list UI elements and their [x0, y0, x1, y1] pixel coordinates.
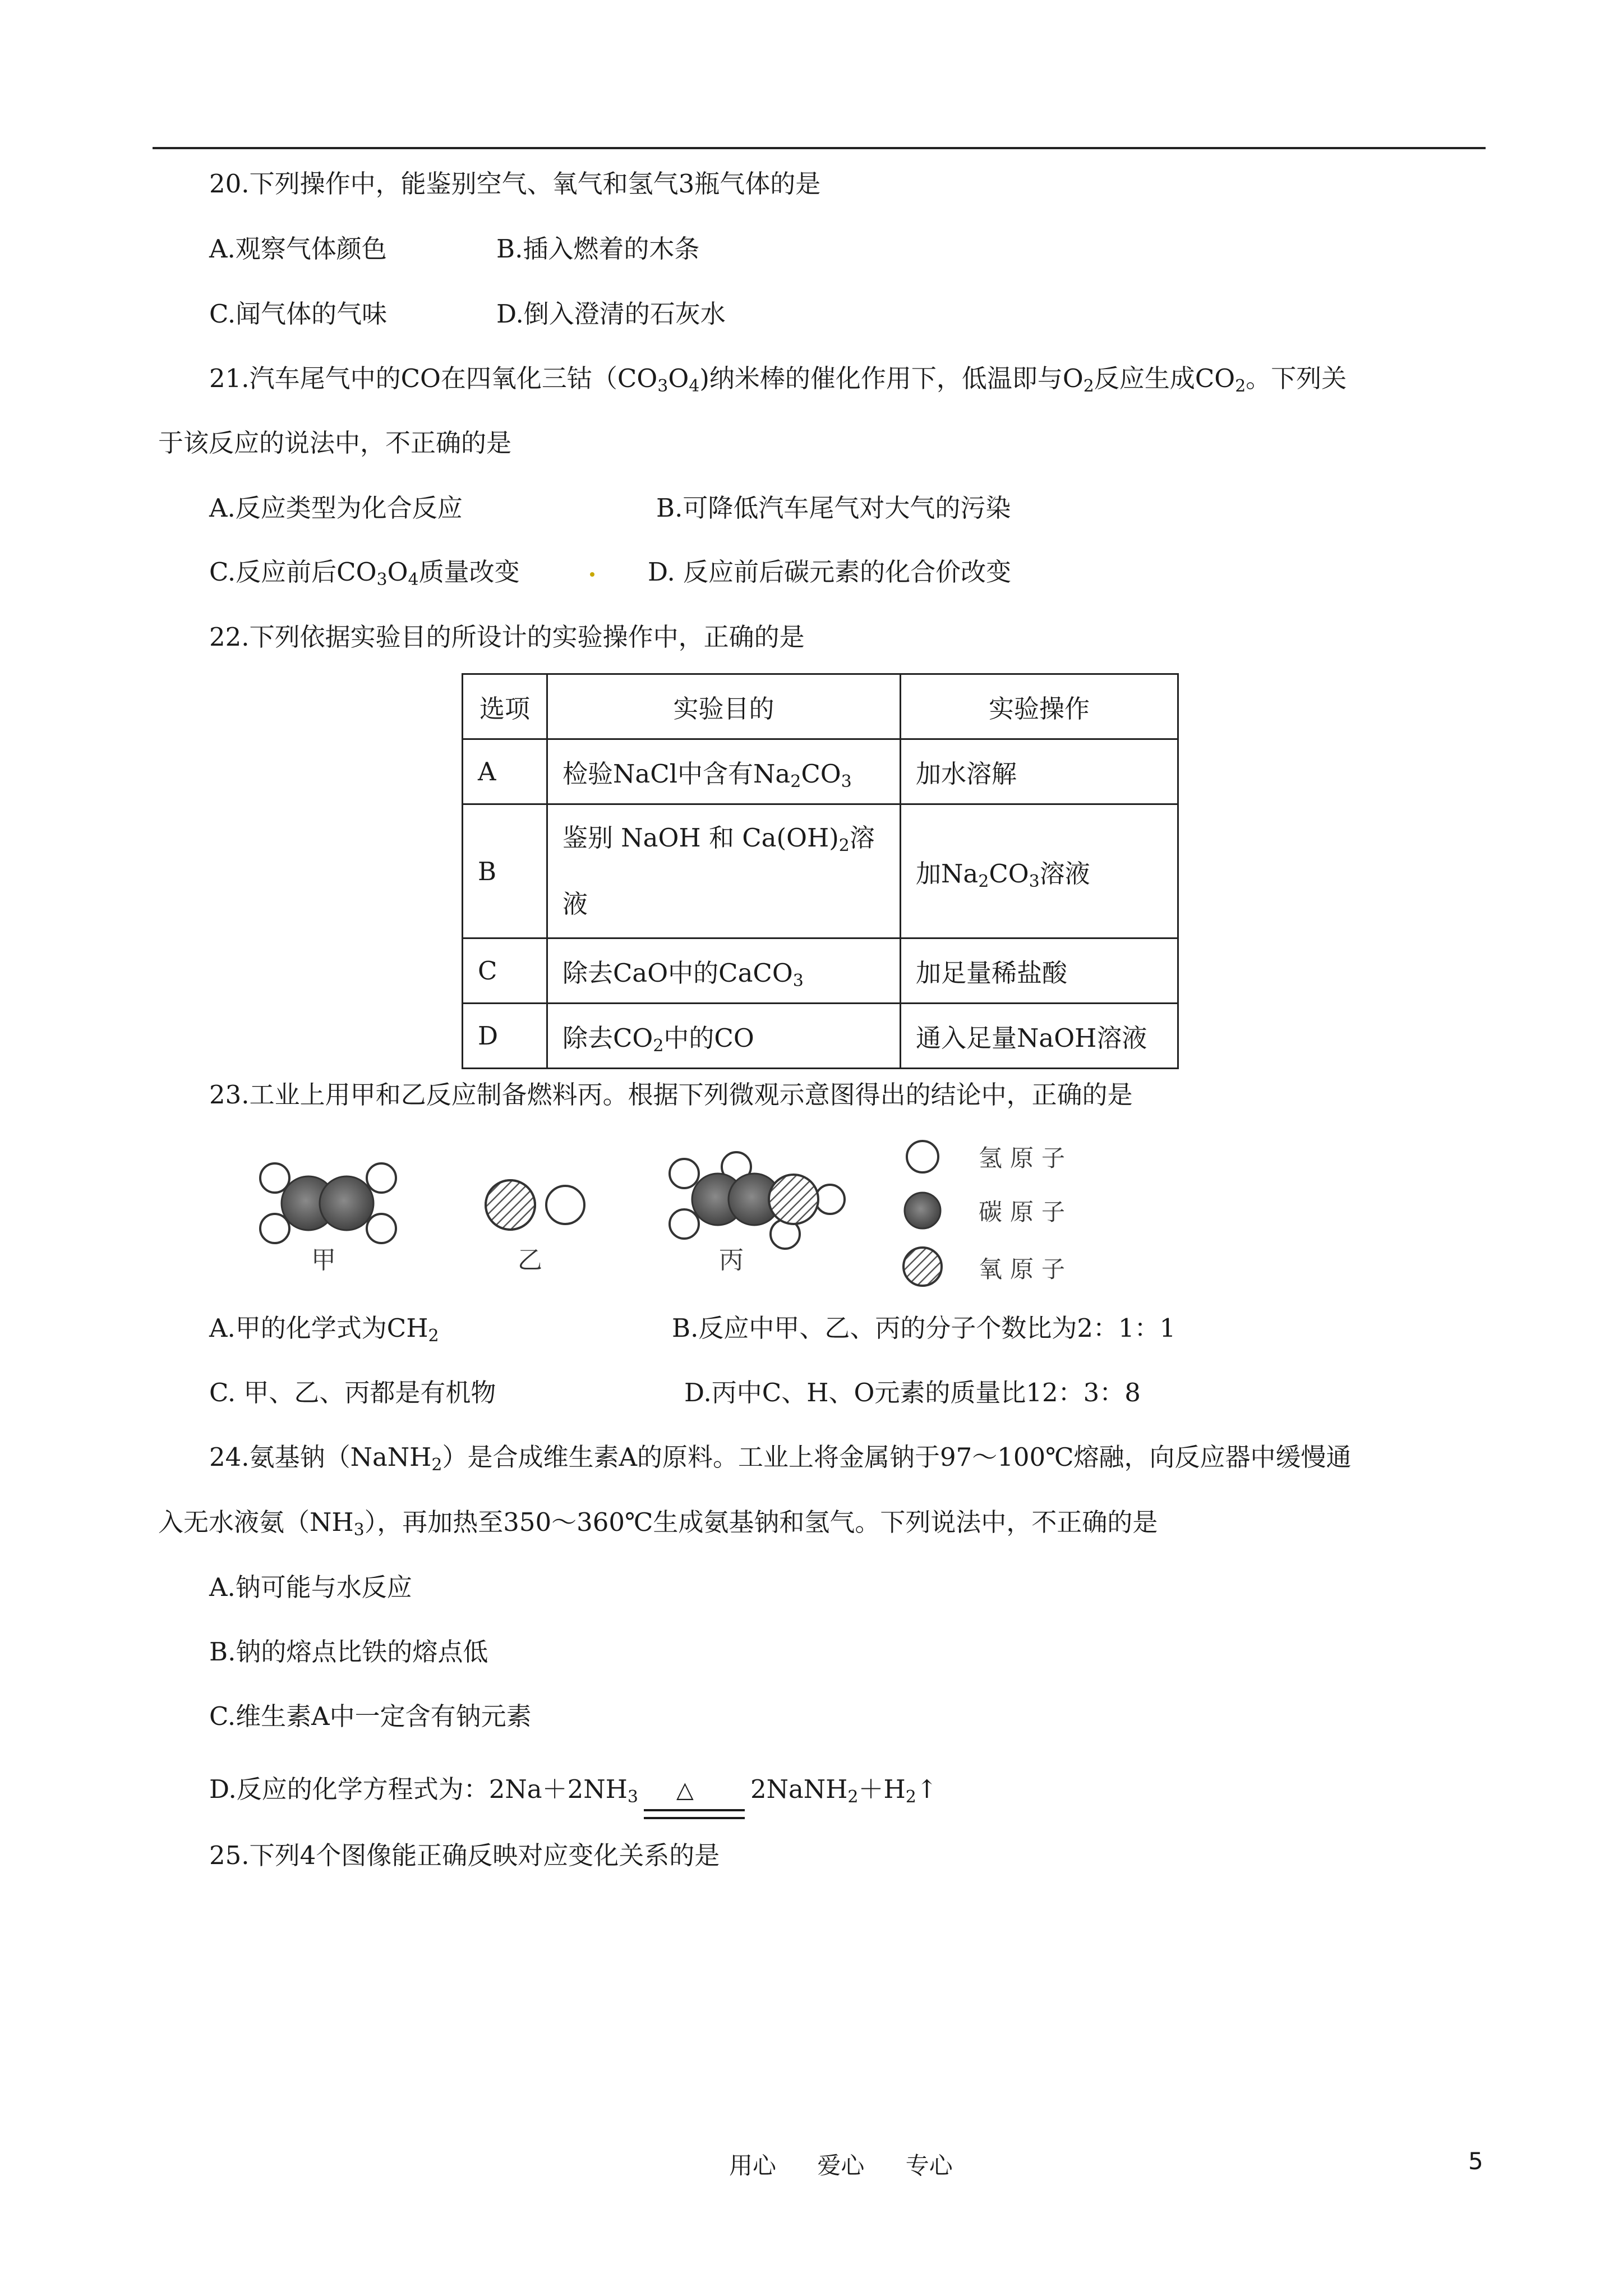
table-cell: 除去$CO_2$中的CO — [547, 1004, 901, 1069]
q21-option-a: A.反应类型为化合反应 — [209, 493, 463, 523]
footer-item: 专心 — [905, 2152, 953, 2179]
q25-stem: 25.下列4个图像能正确反映对应变化关系的是 — [209, 1841, 720, 1870]
table-cell: 鉴别 NaOH 和 $Ca(OH)_2$溶液 — [547, 804, 901, 938]
q21-stem-line1: 21.汽车尾气中的CO在四氧化三钴$(CO_3O_4)$纳米棒的催化作用下，低温即与$O_2$反应生成$CO_2$。下列关 — [209, 364, 1347, 396]
table-row — [463, 938, 1178, 1004]
q21-option-c: C.反应前后$CO_3O_4$质量改变 — [209, 557, 520, 590]
q24-option-b: B.钠的熔点比铁的熔点低 — [209, 1637, 488, 1667]
molecule-label-yi: 乙 — [518, 1246, 542, 1274]
table-header: 实验操作 — [901, 674, 1178, 739]
q20-option-a: A.观察气体颜色 — [209, 234, 387, 264]
table-cell: B — [463, 804, 547, 938]
q24-option-d: D.反应的化学方程式为：$2Na+2NH_3$ △ $2NaNH_2+H_2↑$ — [209, 1773, 938, 1806]
table-cell: C — [463, 938, 547, 1004]
q22-options-table — [462, 673, 1179, 1069]
molecule-label-jia: 甲 — [311, 1246, 336, 1274]
q24-stem-line1: 24.氨基钠（NaNH$_2$）是合成维生素A的原料。工业上将金属钠于97～100℃熔融，向反应器中缓慢通 — [209, 1442, 1352, 1475]
q23-option-d: D.丙中C、H、O元素的质量比12：3：8 — [684, 1378, 1141, 1407]
legend-hydrogen: 氢原子 — [979, 1144, 1073, 1172]
q23-option-a: A.甲的化学式为$CH_2$ — [209, 1313, 439, 1346]
legend-carbon: 碳原子 — [979, 1198, 1073, 1226]
molecule-bing — [659, 1150, 850, 1251]
q20-option-b: B.插入燃着的木条 — [496, 234, 700, 264]
table-cell: 除去CaO中的CaCO$_3$ — [547, 938, 901, 1004]
legend-oxygen: 氧原子 — [979, 1255, 1073, 1283]
table-cell: D — [463, 1004, 547, 1069]
q24-option-a: A.钠可能与水反应 — [209, 1572, 412, 1602]
table-cell: 加足量稀盐酸 — [901, 938, 1178, 1004]
q24-stem-line2: 入无水液氨$(NH_3)$，再加热至350～360℃生成氨基钠和氢气。下列说法中，不正确的是 — [158, 1507, 1158, 1540]
molecule-label-bing: 丙 — [719, 1246, 744, 1274]
legend-symbols — [897, 1133, 948, 1290]
q21-option-b: B.可降低汽车尾气对大气的污染 — [656, 493, 1011, 523]
q22-stem: 22.下列依据实验目的所设计的实验操作中，正确的是 — [209, 622, 805, 652]
q23-stem: 23.工业上用甲和乙反应制备燃料丙。根据下列微观示意图得出的结论中，正确的是 — [209, 1080, 1133, 1110]
table-cell: A — [463, 739, 547, 804]
q20-stem: 20.下列操作中，能鉴别空气、氧气和氢气3瓶气体的是 — [209, 169, 821, 199]
q23-option-c: C. 甲、乙、丙都是有机物 — [209, 1378, 496, 1407]
table-row — [463, 1004, 1178, 1069]
footer-motto — [729, 2147, 986, 2181]
table-header-row — [463, 674, 1178, 739]
table-header: 选项 — [463, 674, 547, 739]
table-cell: 加$Na_2CO_3$溶液 — [901, 804, 1178, 938]
table-cell: 检验NaCl中含有$Na_2CO_3$ — [547, 739, 901, 804]
table-header: 实验目的 — [547, 674, 901, 739]
table-cell: 加水溶解 — [901, 739, 1178, 804]
q21-option-d: D. 反应前后碳元素的化合价改变 — [648, 557, 1012, 587]
q21-stem-line2: 于该反应的说法中，不正确的是 — [158, 428, 512, 458]
table-row — [463, 804, 1178, 938]
footer-item: 用心 — [729, 2152, 777, 2179]
page-number: 5 — [1468, 2147, 1483, 2175]
header-rule — [153, 147, 1486, 149]
molecule-jia — [247, 1156, 409, 1251]
hydrogen-atom-icon — [907, 1141, 938, 1172]
footer-item: 爱心 — [817, 2152, 865, 2179]
table-cell: 通入足量NaOH溶液 — [901, 1004, 1178, 1069]
q20-option-d: D.倒入澄清的石灰水 — [496, 299, 726, 329]
heat-symbol: △ — [676, 1777, 694, 1803]
q23-option-b: B.反应中甲、乙、丙的分子个数比为2：1：1 — [672, 1313, 1176, 1343]
carbon-atom-icon — [905, 1193, 940, 1228]
q24-option-c: C.维生素A中一定含有钠元素 — [209, 1701, 532, 1731]
stray-dot — [590, 572, 594, 577]
molecule-yi — [481, 1172, 588, 1240]
oxygen-atom-icon — [903, 1248, 942, 1286]
q20-option-c: C.闻气体的气味 — [209, 299, 388, 329]
table-row — [463, 739, 1178, 804]
